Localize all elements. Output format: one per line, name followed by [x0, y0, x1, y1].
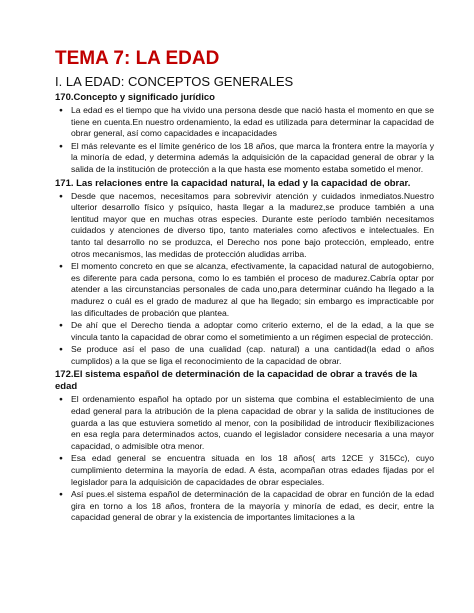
list-item: ● Esa edad general se encuentra situada en los 18 años( arts 12CE y 315Cc), cuyo cumplimiento determina la mayoría de edad. A ésta, acompañan otras edades fijadas por el legislador para la adquisición de capacidades de obrar especiales.: [71, 453, 434, 488]
list-item: ● Se produce así el paso de una cualidad (cap. natural) a una cantidad(la edad o años cumplidos) a la que se liga el reconocimiento de la capacidad de obrar.: [71, 344, 434, 367]
list-item: ● De ahí que el Derecho tienda a adoptar como criterio externo, el de la edad, a la que se vincula tanto la capacidad de obrar como el sometimiento a un régimen especial de protección.: [71, 320, 434, 343]
list-172: [55, 394, 434, 524]
heading-170: 170.Concepto y significado jurídico: [55, 92, 215, 103]
list-item: ● La edad es el tiempo que ha vivido una persona desde que nació hasta el momento en que se tiene en cuenta.En nuestro ordenamiento, la edad es utilizada para determinar la capacidad de obrar general, así como capacidades e incapacidades: [71, 105, 434, 140]
list-item: ● Desde que nacemos, necesitamos para sobrevivir atención y cuidados inmediatos.Nuestro ulterior desarrollo físico y psíquico, hasta llegar a la madurez,se produce también a una lentitud mayor que en muchas otras especies. Durante este período también necesitamos cuidados y atenciones de diverso tipo, tanto materiales como afectivos e intelectuales. En tanto tal desarrollo no se produzca, el Derecho nos pone bajo protección, empleado, entre otros mecanismos, las medidas de protección aludidas arriba.: [71, 191, 434, 261]
heading-171: 171. Las relaciones entre la capacidad natural, la edad y la capacidad de obrar.: [55, 177, 411, 189]
section-title: I. LA EDAD: CONCEPTOS GENERALES: [55, 74, 294, 89]
page-title: TEMA 7: LA EDAD: [55, 48, 220, 69]
list-170: [55, 105, 434, 176]
list-item: ● El ordenamiento español ha optado por un sistema que combina el establecimiento de una edad general para la atribución de la plena capacidad de obrar y la salida de instituciones de guarda a las que estuviera sometido al menor, con la posibilidad de introducir flexibilizaciones en esa regla para determinados actos, cuando el legislador considere necesaria a una mayor capacidad, o admisible otra menor.: [71, 394, 434, 452]
heading-172: 172.El sistema español de determinación de la capacidad de obrar a través de la edad: [55, 369, 418, 393]
list-item: ● Así pues.el sistema español de determinación de la capacidad de obrar en función de la edad gira en torno a los 18 años, frontera de la mayoría y minoría de edad, es decir, entre la capacidad general de obrar y la existencia de importantes limitaciones a la: [71, 489, 434, 524]
list-item: ● El momento concreto en que se alcanza, efectivamente, la capacidad natural de autogobierno, es diferente para cada persona, como lo es también el proceso de madurez.Cabría optar por atender a las circunstancias personales de cada uno,para determinar cuándo ha llegado a la madurez o cuál es el grado de madurez al que ha llegado; sin embargo es impracticable por las dificultades de probación que plantea.: [71, 261, 434, 319]
list-171: [55, 191, 434, 368]
list-item: ● El más relevante es el límite genérico de los 18 años, que marca la frontera entre la mayoría y la minoría de edad, y determina además la adquisición de la capacidad general de obrar y la salida de la institución de protección a la que hasta ese momento estaba sometido el menor.: [71, 141, 434, 176]
